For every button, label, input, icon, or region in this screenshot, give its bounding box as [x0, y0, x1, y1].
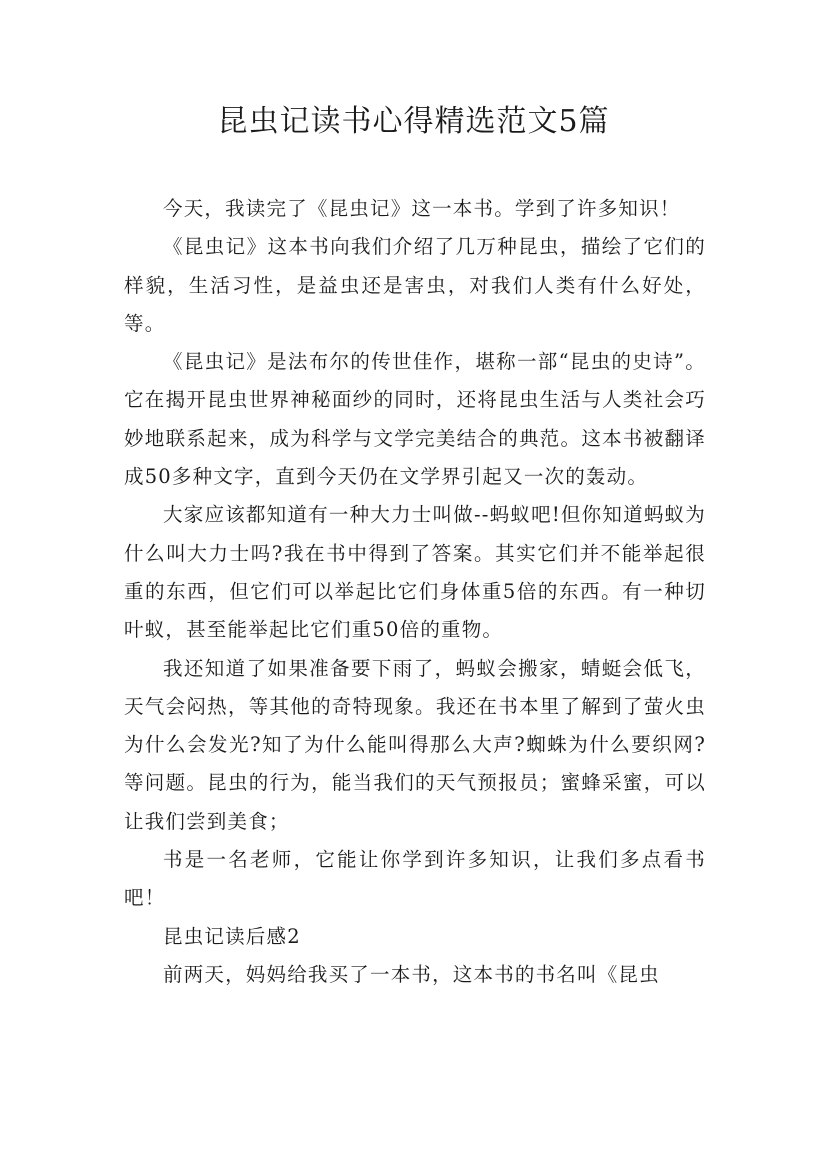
document-body	[124, 190, 706, 994]
paragraph: 我还知道了如果准备要下雨了，蚂蚁会搬家，蜻蜓会低飞，天气会闷热，等其他的奇特现象。我还在书本里了解到了萤火虫为什么会发光?知了为什么能叫得那么大声?蜘蛛为什么要织网?等问题。昆虫的行为，能当我们的天气预报员；蜜蜂采蜜，可以让我们尝到美食；	[124, 656, 706, 833]
section-heading: 昆虫记读后感2	[163, 924, 301, 948]
paragraph: 今天，我读完了《昆虫记》这一本书。学到了许多知识！	[163, 197, 681, 220]
paragraph: 前两天，妈妈给我买了一本书，这本书的书名叫《昆虫	[163, 962, 660, 986]
document-title: 昆虫记读书心得精选范文5篇	[217, 104, 610, 139]
paragraph: 书是一名老师，它能让你学到许多知识，让我们多点看书吧！	[124, 848, 706, 910]
paragraph: 《昆虫记》这本书向我们介绍了几万种昆虫，描绘了它们的样貌，生活习性，是益虫还是害虫，对我们人类有什么好处，等。	[124, 235, 706, 335]
paragraph: 《昆虫记》是法布尔的传世佳作，堪称一部“昆虫的史诗”。它在揭开昆虫世界神秘面纱的同时，还将昆虫生活与人类社会巧妙地联系起来，成为科学与文学完美结合的典范。这本书被翻译成50多种文字，直到今天仍在文学界引起又一次的轰动。	[124, 350, 706, 489]
paragraph: 大家应该都知道有一种大力士叫做--蚂蚁吧!但你知道蚂蚁为什么叫大力士吗?我在书中得到了答案。其实它们并不能举起很重的东西，但它们可以举起比它们身体重5倍的东西。有一种切叶蚁，甚至能举起比它们重50倍的重物。	[124, 503, 706, 642]
